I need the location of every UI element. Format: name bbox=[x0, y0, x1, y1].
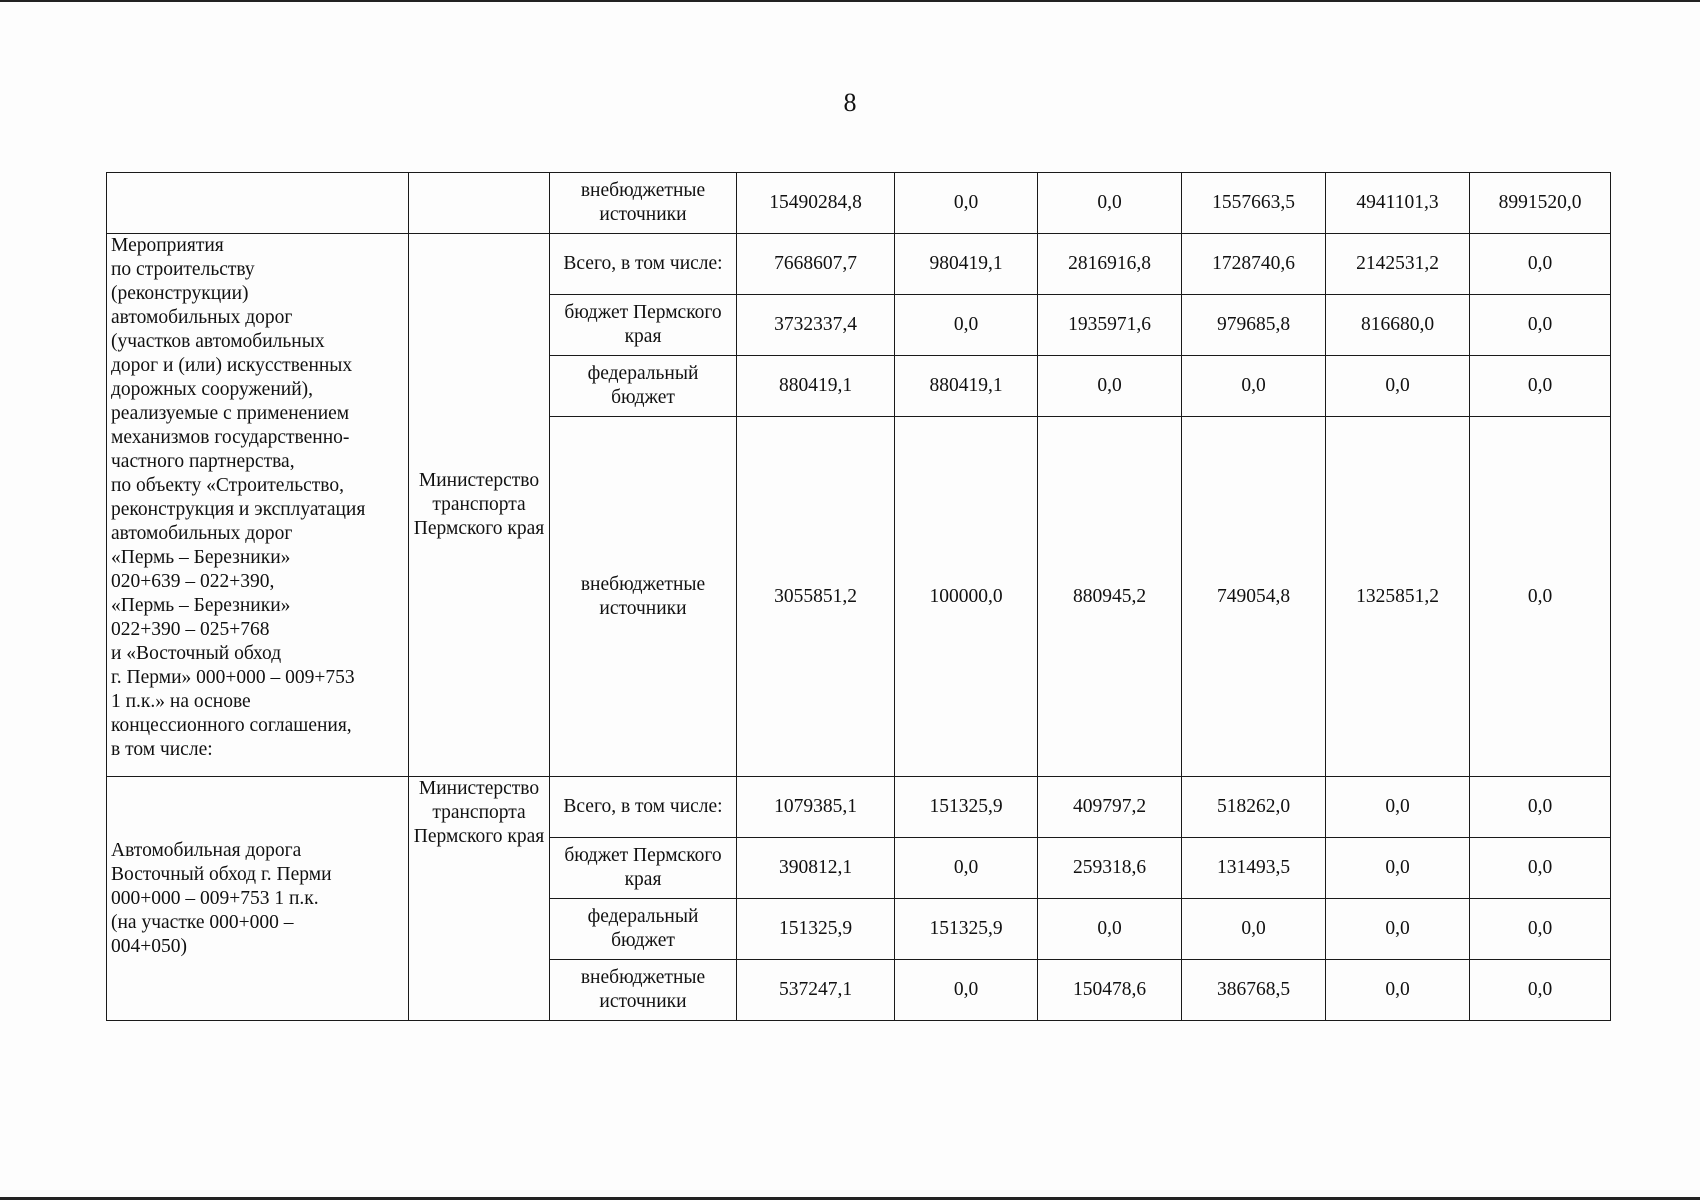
budget-table bbox=[106, 172, 1611, 1021]
value-cell: 880945,2 bbox=[1038, 417, 1182, 777]
value-cell: 0,0 bbox=[1182, 899, 1326, 960]
value-cell: 0,0 bbox=[895, 295, 1038, 356]
funding-source-cell: федеральный бюджет bbox=[550, 356, 737, 417]
value-cell: 151325,9 bbox=[895, 899, 1038, 960]
value-cell: 8991520,0 bbox=[1470, 173, 1611, 234]
value-cell: 0,0 bbox=[1470, 295, 1611, 356]
value-cell: 0,0 bbox=[1038, 356, 1182, 417]
page-number: 8 bbox=[843, 88, 857, 117]
table-row bbox=[107, 234, 1611, 295]
value-cell: 0,0 bbox=[895, 838, 1038, 899]
value-cell: 1728740,6 bbox=[1182, 234, 1326, 295]
funding-source-cell: внебюджетные источники bbox=[550, 417, 737, 777]
value-cell: 0,0 bbox=[1470, 356, 1611, 417]
funding-source-cell: Всего, в том числе: bbox=[550, 777, 737, 838]
description-cell bbox=[107, 173, 409, 234]
value-cell: 749054,8 bbox=[1182, 417, 1326, 777]
value-cell: 409797,2 bbox=[1038, 777, 1182, 838]
value-cell: 7668607,7 bbox=[737, 234, 895, 295]
value-cell: 0,0 bbox=[1470, 838, 1611, 899]
value-cell: 0,0 bbox=[1470, 960, 1611, 1021]
value-cell: 2142531,2 bbox=[1326, 234, 1470, 295]
value-cell: 0,0 bbox=[1326, 356, 1470, 417]
value-cell: 518262,0 bbox=[1182, 777, 1326, 838]
funding-source-cell: бюджет Пермского края bbox=[550, 838, 737, 899]
value-cell: 100000,0 bbox=[895, 417, 1038, 777]
funding-source-cell: Всего, в том числе: bbox=[550, 234, 737, 295]
value-cell: 386768,5 bbox=[1182, 960, 1326, 1021]
value-cell: 0,0 bbox=[1326, 899, 1470, 960]
value-cell: 880419,1 bbox=[895, 356, 1038, 417]
scan-edge-top bbox=[0, 0, 1700, 2]
funding-source-cell: федеральный бюджет bbox=[550, 899, 737, 960]
agency-cell: Министерство транспорта Пермского края bbox=[409, 234, 550, 777]
value-cell: 0,0 bbox=[1470, 777, 1611, 838]
value-cell: 979685,8 bbox=[1182, 295, 1326, 356]
value-cell: 880419,1 bbox=[737, 356, 895, 417]
agency-cell: Министерство транспорта Пермского края bbox=[409, 777, 550, 1021]
value-cell: 1557663,5 bbox=[1182, 173, 1326, 234]
value-cell: 390812,1 bbox=[737, 838, 895, 899]
value-cell: 259318,6 bbox=[1038, 838, 1182, 899]
value-cell: 0,0 bbox=[1182, 356, 1326, 417]
value-cell: 816680,0 bbox=[1326, 295, 1470, 356]
value-cell: 0,0 bbox=[895, 960, 1038, 1021]
value-cell: 151325,9 bbox=[895, 777, 1038, 838]
value-cell: 4941101,3 bbox=[1326, 173, 1470, 234]
value-cell: 150478,6 bbox=[1038, 960, 1182, 1021]
value-cell: 0,0 bbox=[1326, 838, 1470, 899]
agency-cell bbox=[409, 173, 550, 234]
table-row bbox=[107, 173, 1611, 234]
value-cell: 3055851,2 bbox=[737, 417, 895, 777]
value-cell: 1325851,2 bbox=[1326, 417, 1470, 777]
value-cell: 2816916,8 bbox=[1038, 234, 1182, 295]
value-cell: 15490284,8 bbox=[737, 173, 895, 234]
value-cell: 1935971,6 bbox=[1038, 295, 1182, 356]
funding-source-cell: внебюджетные источники bbox=[550, 960, 737, 1021]
value-cell: 0,0 bbox=[895, 173, 1038, 234]
value-cell: 0,0 bbox=[1038, 899, 1182, 960]
value-cell: 537247,1 bbox=[737, 960, 895, 1021]
value-cell: 0,0 bbox=[1326, 960, 1470, 1021]
value-cell: 980419,1 bbox=[895, 234, 1038, 295]
value-cell: 0,0 bbox=[1470, 899, 1611, 960]
value-cell: 0,0 bbox=[1470, 234, 1611, 295]
table-row bbox=[107, 777, 1611, 838]
value-cell: 131493,5 bbox=[1182, 838, 1326, 899]
description-cell: Мероприятия по строительству (реконструкции) автомобильных дорог (участков автомобильных дорог и (или) искусственных дорожных сооружений), реализуемые с применением механизмов государственно- частного партнерства, по объекту «Строительство, реконструкция и эксплуатация автомобильных дорог «Пермь – Березники» 020+639 – 022+390, «Пермь – Березники» 022+390 – 025+768 и «Восточный обход г. Перми» 000+000 – 009+753 1 п.к.» на основе концессионного соглашения, в том числе: bbox=[107, 234, 409, 777]
value-cell: 0,0 bbox=[1326, 777, 1470, 838]
value-cell: 0,0 bbox=[1038, 173, 1182, 234]
value-cell: 151325,9 bbox=[737, 899, 895, 960]
value-cell: 3732337,4 bbox=[737, 295, 895, 356]
description-cell: Автомобильная дорога Восточный обход г. Перми 000+000 – 009+753 1 п.к. (на участке 000+000 – 004+050) bbox=[107, 777, 409, 1021]
value-cell: 0,0 bbox=[1470, 417, 1611, 777]
funding-source-cell: бюджет Пермского края bbox=[550, 295, 737, 356]
value-cell: 1079385,1 bbox=[737, 777, 895, 838]
funding-source-cell: внебюджетные источники bbox=[550, 173, 737, 234]
